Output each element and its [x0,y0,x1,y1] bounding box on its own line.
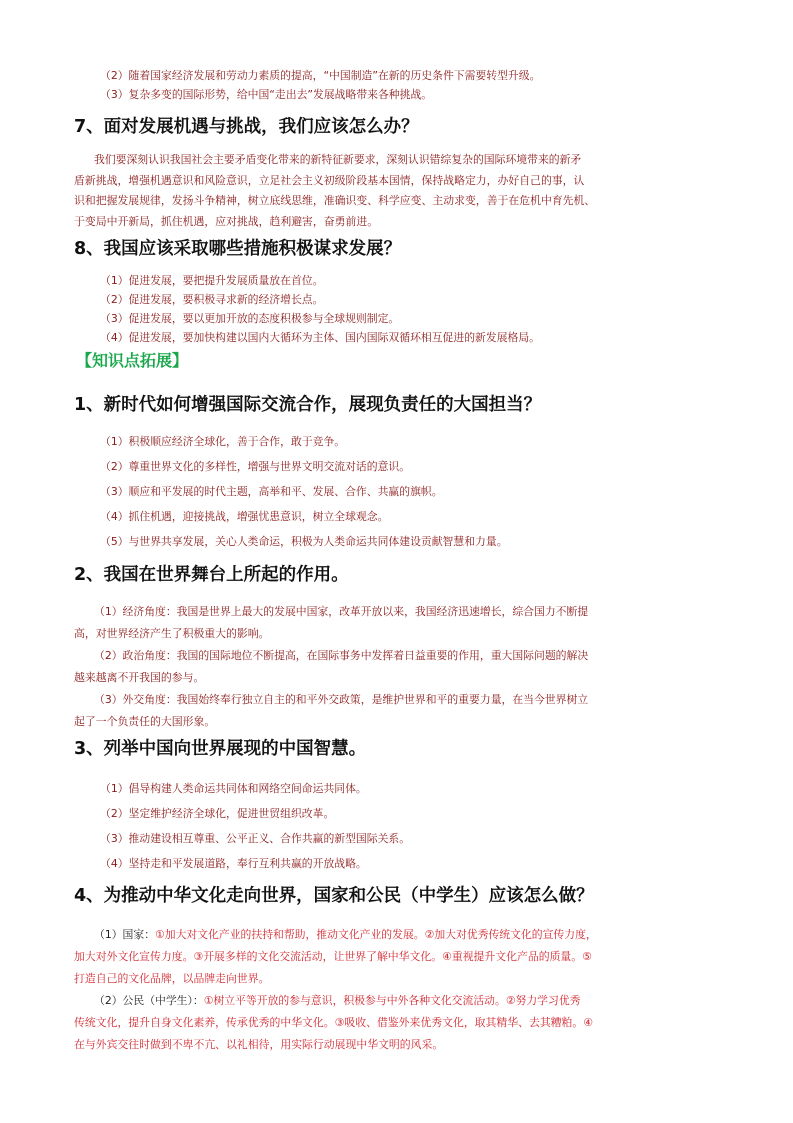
list-item: （2）尊重世界文化的多样性，增强与世界文明交流对话的意识。 [100,460,411,473]
list-item: （5）与世界共享发展，关心人类命运，积极为人类命运共同体建设贡献智慧和力量。 [100,535,508,548]
section-heading-e2: 2、我国在世界舞台上所起的作用。 [74,565,349,585]
list-item: （1）促进发展，要把提升发展质量放在首位。 [100,274,324,287]
paragraph-line: 盾新挑战，增强机遇意识和风险意识，立足社会主义初级阶段基本国情，保持战略定力，办好自己的事，认 [74,173,585,187]
paragraph-line [0,990,793,1012]
item-label: （2）公民（中学生）： [94,994,204,1007]
paragraph-line: 识和把握发展规律，发扬斗争精神，树立底线思维，准确识变、科学应变、主动求变，善于在危机中育先机、 [74,194,596,207]
highlight-text: ①加大对文化产业的扶持和帮助，推动文化产业的发展。②加大对优秀传统文化的宣传力度， [155,928,597,941]
paragraph-line: 起了一个负责任的大国形象。 [74,715,216,728]
e3-list [0,776,793,876]
e2-paragraphs [0,601,793,733]
q8-list [0,271,793,347]
list-item: （3）促进发展，要以更加开放的态度积极参与全球规则制定。 [100,312,400,325]
e1-list [0,429,793,554]
paragraph-line: 越来越离不开我国的参与。 [74,671,205,684]
paragraph-line: 传统文化，提升自身文化素养，传承优秀的中华文化。③吸收、借鉴外来优秀文化，取其精华、去其糟粕。④ [74,1016,594,1029]
list-item: （4）抓住机遇，迎接挑战，增强忧患意识，树立全球观念。 [100,510,389,523]
paragraph-line: 在与外宾交往时做到不卑不亢、以礼相待，用实际行动展现中华文明的风采。 [74,1038,444,1051]
paragraph-line [0,924,793,946]
section-heading-e3: 3、列举中国向世界展现的中国智慧。 [74,739,367,759]
paragraph-line: 打造自己的文化品牌，以品牌走向世界。 [74,972,270,985]
list-item: （2）促进发展，要积极寻求新的经济增长点。 [100,293,324,306]
extension-heading: 【知识点拓展】 [76,351,189,370]
highlight-text: ①树立平等开放的参与意识，积极参与中外各种文化交流活动。②努力学习优秀 [203,994,581,1007]
paragraph-line: 我们要深刻认识我国社会主要矛盾变化带来的新特征新要求，深刻认识错综复杂的国际环境带来的新矛 [94,153,582,166]
paragraph-line: （2）政治角度：我国的国际地位不断提高，在国际事务中发挥着日益重要的作用，重大国际问题的解决 [94,649,589,662]
paragraph-line: 加大对外文化宣传力度。③开展多样的文化交流活动，让世界了解中华文化。④重视提升文化产品的质量。⑤ [74,950,592,963]
paragraph-line: （1）经济角度：我国是世界上最大的发展中国家，改革开放以来，我国经济迅速增长，综合国力不断提 [94,605,589,618]
list-item: （3）复杂多变的国际形势，给中国“走出去”发展战略带来各种挑战。 [100,88,433,101]
list-item: （4）坚持走和平发展道路，奉行互利共赢的开放战略。 [100,857,367,870]
section-heading-e4: 4、为推动中华文化走向世界，国家和公民（中学生）应该怎么做？ [74,886,594,906]
list-item: （4）促进发展，要加快构建以国内大循环为主体、国内国际双循环相互促进的新发展格局。 [100,331,541,344]
list-item: （2）坚定维护经济全球化，促进世贸组织改革。 [100,807,335,820]
section-heading-e1: 1、新时代如何增强国际交流合作，展现负责任的大国担当？ [74,395,542,415]
q7-paragraph [0,150,793,232]
e4-paragraphs [0,924,793,1056]
paragraph-line: 高，对世界经济产生了积极重大的影响。 [74,627,270,640]
list-item: （2）随着国家经济发展和劳动力素质的提高，“中国制造”在新的历史条件下需要转型升级。 [100,69,541,82]
list-item: （3）顺应和平发展的时代主题，高举和平、发展、合作、共赢的旗帜。 [100,485,443,498]
list-item: （1）积极顺应经济全球化，善于合作，敢于竞争。 [100,435,346,448]
section-heading-q7: 7、面对发展机遇与挑战，我们应该怎么办？ [74,117,419,137]
intro-list [0,66,793,104]
list-item: （1）倡导构建人类命运共同体和网络空间命运共同体。 [100,782,367,795]
paragraph-line: 于变局中开新局，抓住机遇，应对挑战，趋利避害，奋勇前进。 [74,214,379,228]
list-item: （3）推动建设相互尊重、公平正义、合作共赢的新型国际关系。 [100,832,411,845]
item-label: （1）国家： [94,928,156,941]
paragraph-line: （3）外交角度：我国始终奉行独立自主的和平外交政策，是维护世界和平的重要力量，在当今世界树立 [94,693,589,706]
section-heading-q8: 8、我国应该采取哪些措施积极谋求发展？ [74,239,402,259]
